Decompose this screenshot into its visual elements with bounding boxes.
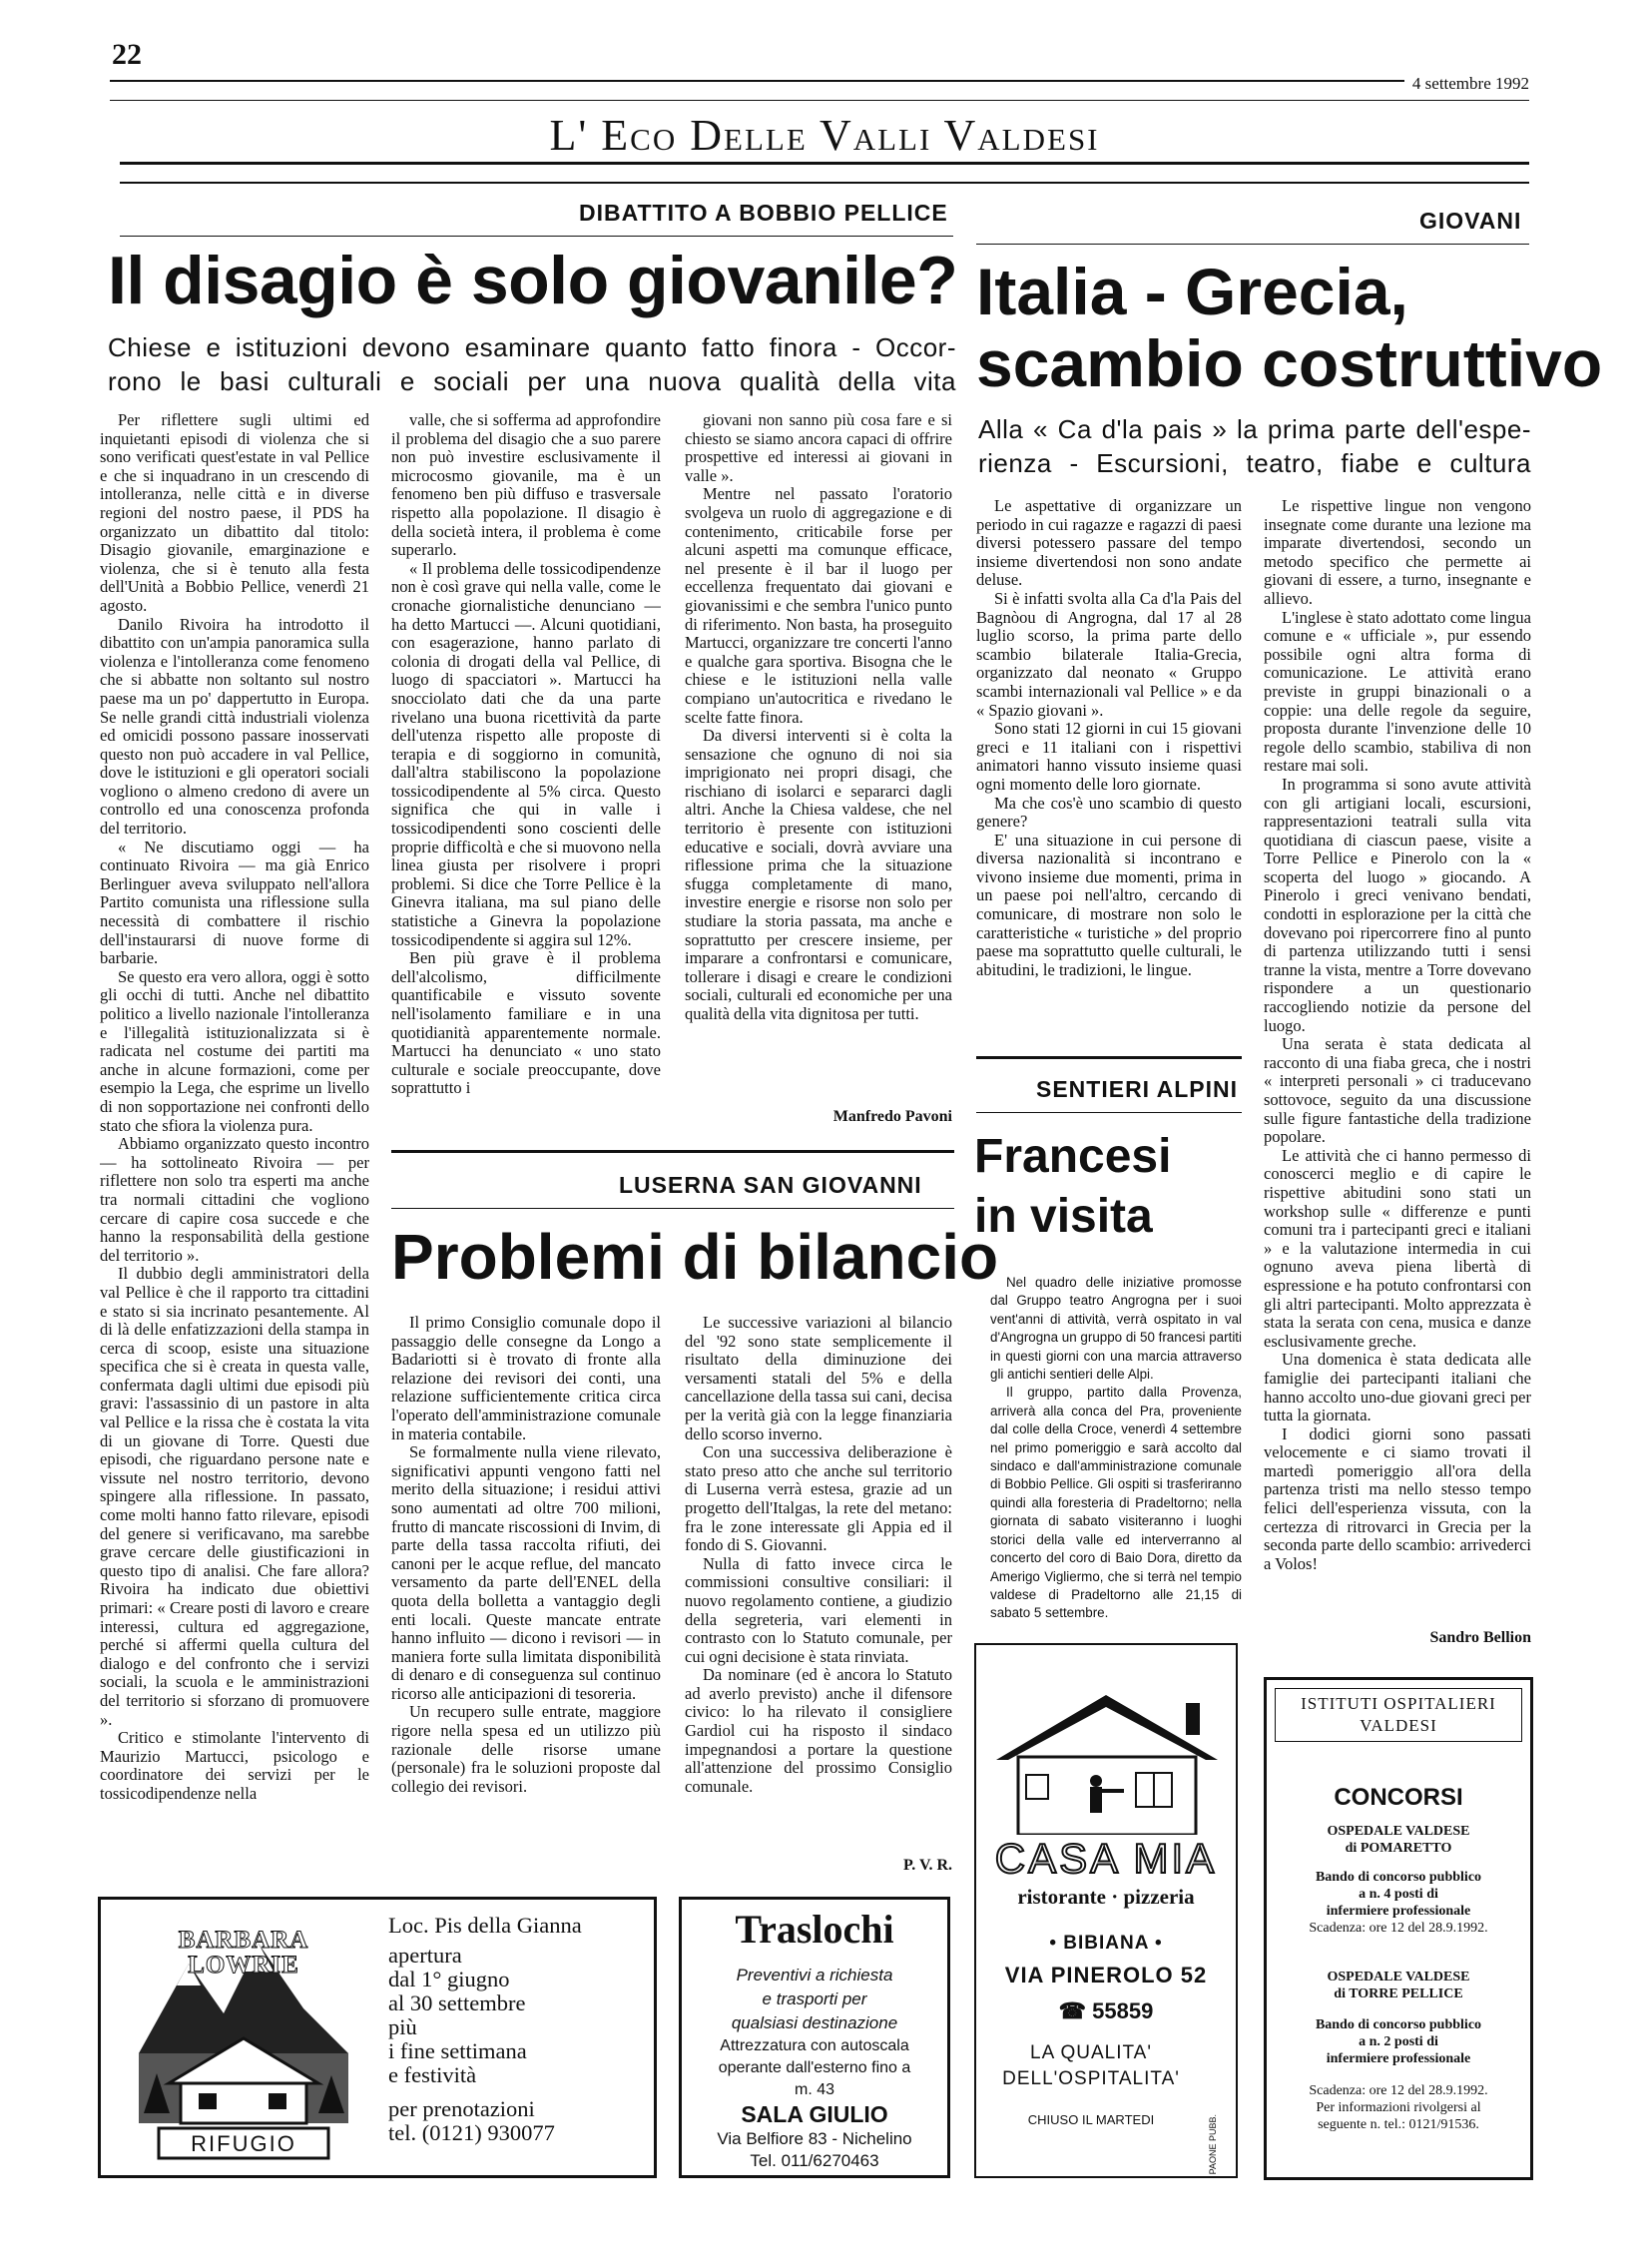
section-rule [976,1056,1242,1059]
rifugio-line: dal 1° giugno [388,1967,510,1991]
article3-kicker: SENTIERI ALPINI [1036,1076,1238,1102]
article1-col-1 [100,411,369,1869]
ad-concorsi [1264,1677,1533,2180]
casa-mia-credit: PAONE PUBB. [1208,2114,1218,2175]
article4-col-1 [391,1314,661,1873]
header-rule [110,80,1529,82]
casa-mia-phone: ☎ 55859 [1058,1998,1154,2023]
concorsi-t2-2: a n. 2 posti di [1359,2034,1438,2049]
concorsi-title: CONCORSI [1334,1784,1463,1811]
paragraph: Il primo Consiglio comunale dopo il passaggio delle consegne da Longo a Badariotti si è trovato di fronte alla relazione dei revisori dei conti, una relazione sufficientemente critica circa l'operato dell'amministrazione comunale in materia contabile. [391,1314,661,1443]
ad-casa-mia [974,1643,1238,2178]
page-date: 4 settembre 1992 [1404,74,1529,94]
casa-mia-town: • BIBIANA • [1049,1933,1163,1954]
paragraph: Se questo era vero allora, oggi è sotto gli occhi di tutti. Anche nel dibattito politico a livello nazionale l'intolleranza e l'illegalità istituzionalizzata si è radicata nel costume dei partiti ma anche in alcune formazioni, come per esempio la Lega, che esprime un livello di non sopportazione nei confronti dello stato che sfiora la violenza pura. [100,966,369,1135]
concorsi-h1-1: OSPEDALE VALDESE [1327,1824,1470,1839]
rifugio-logo-bottom: RIFUGIO [191,2131,296,2156]
paragraph: Le successive variazioni al bilancio del '92 sono state semplicemente il risultato della diminuzione dei versamenti statali del 5% e della cancellazione della tassa sui cani, decisa per la verità già con la legge finanziaria dello scorso inverno. [685,1314,952,1443]
casa-mia-street: VIA PINEROLO 52 [1004,1963,1208,1987]
house-icon [986,1685,1226,1835]
article2-subtitle-2: rienza - Escursioni, teatro, fiabe e cultura [978,448,1531,478]
paragraph: « Il problema delle tossicodipendenze non è così grave qui nella valle, come le cronache giornalistiche denunciano — ha detto Martucci —. Alcuni quotidiani, con esagerazione, hanno parlato di colonia di drogati della val Pellice, di luogo di spacciatori ». Martucci ha snocciolato dati che da una parte rivelano una buona ricettività da parte dell'utenza rispetto alle proposte di terapia e di soggiorno in comunità, dall'altra stabiliscono la popolazione tossicodipendente al 5% circa. Questo significa che qui in valle i tossicodipendenti sono coscienti delle proprie difficoltà e che si muovono nella linea giusta per risolvere i propri problemi. Si dice che Torre Pellice è la Ginevra italiana, ma sul piano delle statistiche a Ginevra la popolazione tossicodipendente si aggira sul 12%. [391,558,661,949]
kicker-rule [391,1208,954,1209]
casa-mia-slogan-2: DELL'OSPITALITA' [1002,2068,1180,2089]
traslochi-phone: Tel. 011/6270463 [750,2151,879,2170]
page-number: 22 [112,38,142,71]
traslochi-address: Via Belfiore 83 - Nichelino [717,2129,912,2148]
paragraph: Nulla di fatto invece circa le commissioni consultive consiliari: il nuovo regolamento contiene, a giudizio della segreteria, vari elementi in contrasto con lo Statuto comunale, per cui ogni decisione è stata rinviata. [685,1553,952,1666]
article2-subtitle-1: Alla « Ca d'la pais » la prima parte dell'espe- [978,414,1531,444]
rifugio-line: Loc. Pis della Gianna [388,1913,582,1938]
concorsi-t1-1: Bando di concorso pubblico [1315,1870,1482,1885]
paragraph: Abbiamo organizzato questo incontro — ha sottolineato Rivoira — per riflettere non solo tra esperti ma anche tra normali cittadini che vogliono cercare di capire cosa succede e che hanno la responsabilità della gestione del territorio ». [100,1134,369,1265]
paragraph: Per riflettere sugli ultimi ed inquietanti episodi di violenza che si sono verificati quest'estate in val Pellice e che si inquadrano in un crescendo di intolleranza, nelle città e in diverse regioni del nostro paese, il PDS ha organizzato un dibattito dal titolo: Disagio giovanile, emarginazione e violenza, che si è tenuto alla festa dell'Unità a Bobbio Pellice, venerdì 21 agosto. [100,411,369,615]
paragraph: I dodici giorni sono passati velocemente e ci siamo trovati il martedì pomeriggio all'ora della partenza tristi ma nello stesso tempo felici dell'esperienza vissuta, con la certezza di ritrovarci in Grecia per la seconda parte dello scambio: arrivederci a Volos! [1264,1423,1531,1573]
rifugio-line: al 30 settembre [388,1990,526,2015]
paragraph: Le aspettative di organizzare un periodo in cui ragazze e ragazzi di paesi diversi potessero passare del tempo insieme divertendosi non sono andate deluse. [976,497,1242,590]
concorsi-t2-3: infermiere professionale [1326,2051,1471,2066]
kicker-rule [976,1112,1242,1113]
article3-title-1: Francesi [974,1130,1172,1183]
article4-signature: P. V. R. [902,1857,952,1874]
rifugio-logo-top: BARBARA LOWRIE [178,1927,309,1979]
paragraph: Le attività che ci hanno permesso di conoscerci meglio e di capire le rispettive abitudini sono stati un workshop sulle « differenze e punti comuni tra i partecipanti greci e italiani » e la valutazione intermedia in cui ognuno aveva piena libertà di espressione e ha potuto confrontarsi con gli altri partecipanti. Molto apprezzata è stata la serata con cena, musica e danze esclusivamente greche. [1264,1145,1531,1351]
paragraph: L'inglese è stato adottato come lingua comune e « ufficiale », pur essendo possibile ogni altra forma di comunicazione. Le attività erano previste in gruppi binazionali o a coppie: una delle regole da seguire, proposta durante l'invenzione delle 10 regole dello scambio, stabiliva di non restare mai soli. [1264,607,1531,776]
concorsi-h2-1: OSPEDALE VALDESE [1327,1970,1470,1984]
paragraph: E' una situazione in cui persone di diversa nazionalità si incontrano e vivono insieme due momenti, prima in un paese poi nell'altro, cercando di comunicare, di mostrare non solo le caratteristiche « turistiche » del proprio paese ma soprattutto quelle culturali, le abitudini, le tradizioni, le lingue. [976,830,1242,979]
paragraph: Le rispettive lingue non vengono insegnate come durante una lezione ma imparate divertendosi, secondo un metodo specifico che permette ai giovani di essere, a turno, insegnante e allievo. [1264,497,1531,608]
concorsi-t1-3: infermiere professionale [1326,1904,1471,1919]
article2-title-1: Italia - Grecia, [976,255,1408,328]
article1-col-2 [391,411,661,1130]
concorsi-t2-6: seguente n. tel.: 0121/91536. [1318,2117,1479,2132]
concorsi-h2-2: di TORRE PELLICE [1334,1986,1463,2001]
article1-col-3 [685,411,952,1100]
paragraph: Il gruppo, partito dalla Provenza, arriverà alla conca del Pra, proveniente dal colle della Croce, venerdì 4 settembre nel primo pomeriggio e sarà accolto dal sindaco e dall'amministrazione comunale di Bobbio Pellice. Gli ospiti si trasferiranno quindi alla foresteria di Pradeltorno; nella giornata di sabato visiteranno i luoghi storici della valle ed interverranno al concerto del coro di Baio Dora, diretto da Amerigo Vigliermo, che si terrà nel tempio valdese di Pradeltorno alle 21,15 di sabato 5 settembre. [990,1385,1242,1621]
article1-kicker: DIBATTITO A BOBBIO PELLICE [579,200,948,226]
article1-signature: Manfredo Pavoni [832,1108,952,1125]
concorsi-org-1: ISTITUTI OSPITALIERI [1301,1694,1496,1713]
concorsi-t2-5: Per informazioni rivolgersi al [1316,2100,1481,2115]
paragraph: Il dubbio degli amministratori della val Pellice è che il rapporto tra cittadini e stato si sia incrinato pesantemente. Al di là delle enfatizzazioni della stampa in cerca di scoop, esiste una situazione specifica che si è creata in questa valle, confermata dagli ultimi due episodi più gravi: l'assassinio di un pastore in alta val Pellice e la rissa che è costata la vita di un giovane di Torre. Questi due episodi, che riguardano persone nate e vissute nel nostro territorio, devono spingere alla riflessione. In passato, come molti hanno fatto rilevare, episodi del genere si verificavano, ma sarebbe grave cercare delle giustificazioni in questo tipo di analisi. Che fare allora? Rivoira ha indicato due obiettivi primari: « Creare posti di lavoro e creare interessi, cultura ed aggregazione, perché si affermi quella cultura del dialogo e del confronto che i servizi sociali, la scuola e le amministrazioni del territorio si sforzano di promuovere ». [100,1264,369,1729]
concorsi-org-2: VALDESI [1360,1716,1437,1735]
paragraph: In programma si sono avute attività con gli artigiani locali, escursioni, rappresentazioni teatrali sulla vita quotidiana di ciascun paese, visite a Torre Pellice e Pinerolo con la « scoperta del luogo » giocando. A Pinerolo i greci venivano bendati, condotti in esplorazione per la città che dovevano poi ripercorrere fino al punto di partenza utilizzando tutti i sensi tranne la vista, mentre a Torre dovevano rispondere a un questionario raccogliendo notizie da persone del luogo. [1264,774,1531,1035]
concorsi-t1-4: Scadenza: ore 12 del 28.9.1992. [1309,1921,1488,1936]
kicker-rule [120,236,953,237]
casa-mia-name: CASA MIA [994,1835,1218,1882]
rifugio-line: apertura [388,1943,462,1968]
paragraph: giovani non sanno più cosa fare e si chiesto se siamo ancora capaci di offrire prospettive ed interessi ai giovani in valle ». [685,411,952,485]
paragraph: Sono stati 12 giorni in cui 15 giovani greci e 11 italiani con i rispettivi animatori hanno vissuto insieme quasi ogni momento delle loro giornate. [976,719,1242,794]
rifugio-line: più [388,2014,417,2039]
article4-col-2 [685,1314,952,1853]
traslochi-line-3: qualsiasi destinazione [731,2013,898,2032]
traslochi-line-4: Attrezzatura con autoscala [720,2037,909,2054]
traslochi-line-2: e trasporti per [762,1989,867,2008]
casa-mia-slogan-1: LA QUALITA' [1030,2042,1152,2063]
paragraph: Un recupero sulle entrate, maggiore rigore nella spesa ed un utilizzo più razionale delle risorse umane (personale) fra le soluzioni proposte dal collegio dei revisori. [391,1702,661,1796]
paragraph: Una serata è stata dedicata al racconto di una fiaba greca, che i nostri « interpreti personali » ci traducevano sottovoce, seguito da una discussione sulle figure fantastiche della tradizione popolare. [1264,1034,1531,1147]
concorsi-t1-2: a n. 4 posti di [1359,1887,1438,1902]
casa-mia-type: ristorante · pizzeria [1017,1885,1195,1909]
article1-title: Il disagio è solo giovanile? [108,243,958,318]
rifugio-text [388,1914,648,2145]
paragraph: Una domenica è stata dedicata alle famiglie dei partecipanti italiani che hanno accolto uno-due giovani greci per tutta la giornata. [1264,1350,1531,1425]
paragraph: « Ne discutiamo oggi — ha continuato Rivoira — ma già Enrico Berlinguer aveva sviluppato nell'allora Partito comunista una riflessione sulla necessità di combattere il rischio dell'instaurarsi di nuove forme di barbarie. [100,837,369,968]
paragraph: Ben più grave è il problema dell'alcolismo, difficilmente quantificabile e vissuto sovente nell'isolamento familiare e in una quotidianità apparentemente normale. Martucci ha denunciato « uno stato culturale e sociale preoccupante, dove soprattutto i [391,948,661,1098]
paragraph: Ma che cos'è uno scambio di questo genere? [976,793,1242,832]
concorsi-t2-1: Bando di concorso pubblico [1315,2017,1482,2032]
masthead-rule-top [110,100,1529,101]
traslochi-line-5: operante dall'esterno fino a [718,2059,911,2076]
paragraph: Mentre nel passato l'oratorio svolgeva un ruolo di aggregazione e di contenimento, criticabile forse per alcuni aspetti ma comunque efficace, nel presente è il bar il luogo per eccellenza frequentato dai giovani e giovanissimi e che sembra l'unico punto di riferimento. Non basta, ha proseguito Martucci, organizzare tre concerti l'anno e qualche gara sportiva. Bisogna che le chiese e le istituzioni nella valle compiano un'autocritica e rivedano le scelte fatte finora. [685,484,952,727]
masthead: L' Eco Delle Valli Valdesi [549,111,1100,160]
paragraph: Se formalmente nulla viene rilevato, significativi appunti vengono fatti nel merito della situazione; i residui attivi sono aumentati ad oltre 700 milioni, frutto di mancate riscossioni di Invim, di parte della tassa raccolta rifiuti, dei canoni per le acque reflue, del mancato versamento da parte dell'ENEL della quota della bolletta a vantaggio degli enti locali. Queste mancate entrate hanno influito — dicono i revisori — in maniera forte sulla limitata disponibilità di denaro e di conseguenza sul continuo ricorso alle anticipazioni di tesoreria. [391,1442,661,1703]
rifugio-line: i fine settimana [388,2038,527,2063]
article2-signature: Sandro Bellion [1429,1629,1531,1646]
article3-body [990,1274,1242,1623]
article4-title: Problemi di bilancio [391,1221,999,1293]
article3-title-2: in visita [974,1190,1153,1243]
paragraph: Da diversi interventi si è colta la sensazione che ognuno di noi sia imprigionato nei propri disagi, che rischiano di isolarci e separarci dagli altri. Anche la Chiesa valdese, che nel territorio è presente con istituzioni educative e sociali, dovrà avviare una riflessione prima che la situazione sfugga completamente di mano, investire energie e risorse non solo per studiare la storia passata, ma anche e soprattutto per crescere insieme, per imparare a confrontarsi e comunicare, tollerare i disagi e creare le condizioni sociali, culturali ed economiche per una qualità della vita dignitosa per tutti. [685,726,952,1023]
traslochi-title: Traslochi [735,1907,894,1952]
paragraph: Con una successiva deliberazione è stato preso atto che anche sul territorio di Luserna verrà estesa, grazie ad un progetto dell'Italgas, la rete del metano: fra le zone interessate gli Appia ed il fondo di S. Giovanni. [685,1442,952,1555]
article2-title-2: scambio costruttivo [976,326,1603,400]
traslochi-line-6: m. 43 [794,2081,834,2098]
masthead-rule-bottom [120,162,1529,165]
ad-rifugio [98,1897,657,2178]
article2-col-2 [1264,497,1531,1625]
rifugio-line: per prenotazioni [388,2096,535,2121]
paragraph: valle, che si sofferma ad approfondire il problema del disagio che a suo parere non può investire esclusivamente il microcosmo giovanile, ma è un fenomeno ben più diffuso e trasversale rispetto alla popolazione. Il disagio è della società intera, il problema è come superarlo. [391,411,661,560]
concorsi-t2-4: Scadenza: ore 12 del 28.9.1992. [1309,2083,1488,2098]
casa-mia-closed: CHIUSO IL MARTEDI [1027,2112,1155,2127]
ad-traslochi [679,1897,950,2178]
concorsi-h1-2: di POMARETTO [1345,1841,1452,1856]
paragraph: Danilo Rivoira ha introdotto il dibattito con un'ampia panoramica sulla violenza e l'intolleranza come fenomeno che si abbatte non soltanto sul nostro paese ma un po' dappertutto in Europa. Se nelle grandi città industriali violenza ed omicidi possono passare inosservati questo non può accadere in val Pellice, dove le istituzioni e gli operatori sociali vogliono o almeno credono di avere un controllo ed una conoscenza profonda del territorio. [100,614,369,839]
article2-col-1 [976,497,1242,1036]
kicker-rule [976,244,1529,245]
paragraph: Da nominare (ed è ancora lo Statuto ad averlo previsto) anche il difensore civico: lo ha rilevato il consigliere Gardiol cui ha risposto il sindaco impegnandosi a portare la questione all'attenzione del prossimo Consiglio comunale. [685,1665,952,1796]
article1-subtitle-2: rono le basi culturali e sociali per una nuova qualità della vita [108,366,956,396]
article2-kicker: GIOVANI [1419,208,1522,234]
article1-subtitle-1: Chiese e istituzioni devono esaminare quanto fatto finora - Occor- [108,332,956,362]
traslochi-line-1: Preventivi a richiesta [736,1966,893,1984]
traslochi-name: SALA GIULIO [741,2101,888,2127]
section-rule [391,1150,954,1153]
article4-kicker: LUSERNA SAN GIOVANNI [619,1172,922,1198]
rifugio-line: e festività [388,2062,477,2087]
paragraph: Nel quadro delle iniziative promosse dal Gruppo teatro Angrogna per i suoi vent'anni di attività, verrà ospitato in val d'Angrogna un gruppo di 50 francesi partiti in questi giorni con una marcia attraverso gli antichi sentieri delle Alpi. [990,1275,1242,1383]
rifugio-line: tel. (0121) 930077 [388,2120,555,2145]
paragraph: Critico e stimolante l'intervento di Maurizio Martucci, psicologo e coordinatore dei servizi per le tossicodipendenze nella [100,1728,369,1803]
section-rule [120,182,1529,184]
paragraph: Si è infatti svolta alla Ca d'la Pais del Bagnòou di Angrogna, dal 17 al 28 luglio scorso, la prima parte dello scambio bilaterale Italia-Grecia, organizzato dal neonato « Gruppo scambi internazionali val Pellice » e da « Spazio giovani ». [976,588,1242,720]
